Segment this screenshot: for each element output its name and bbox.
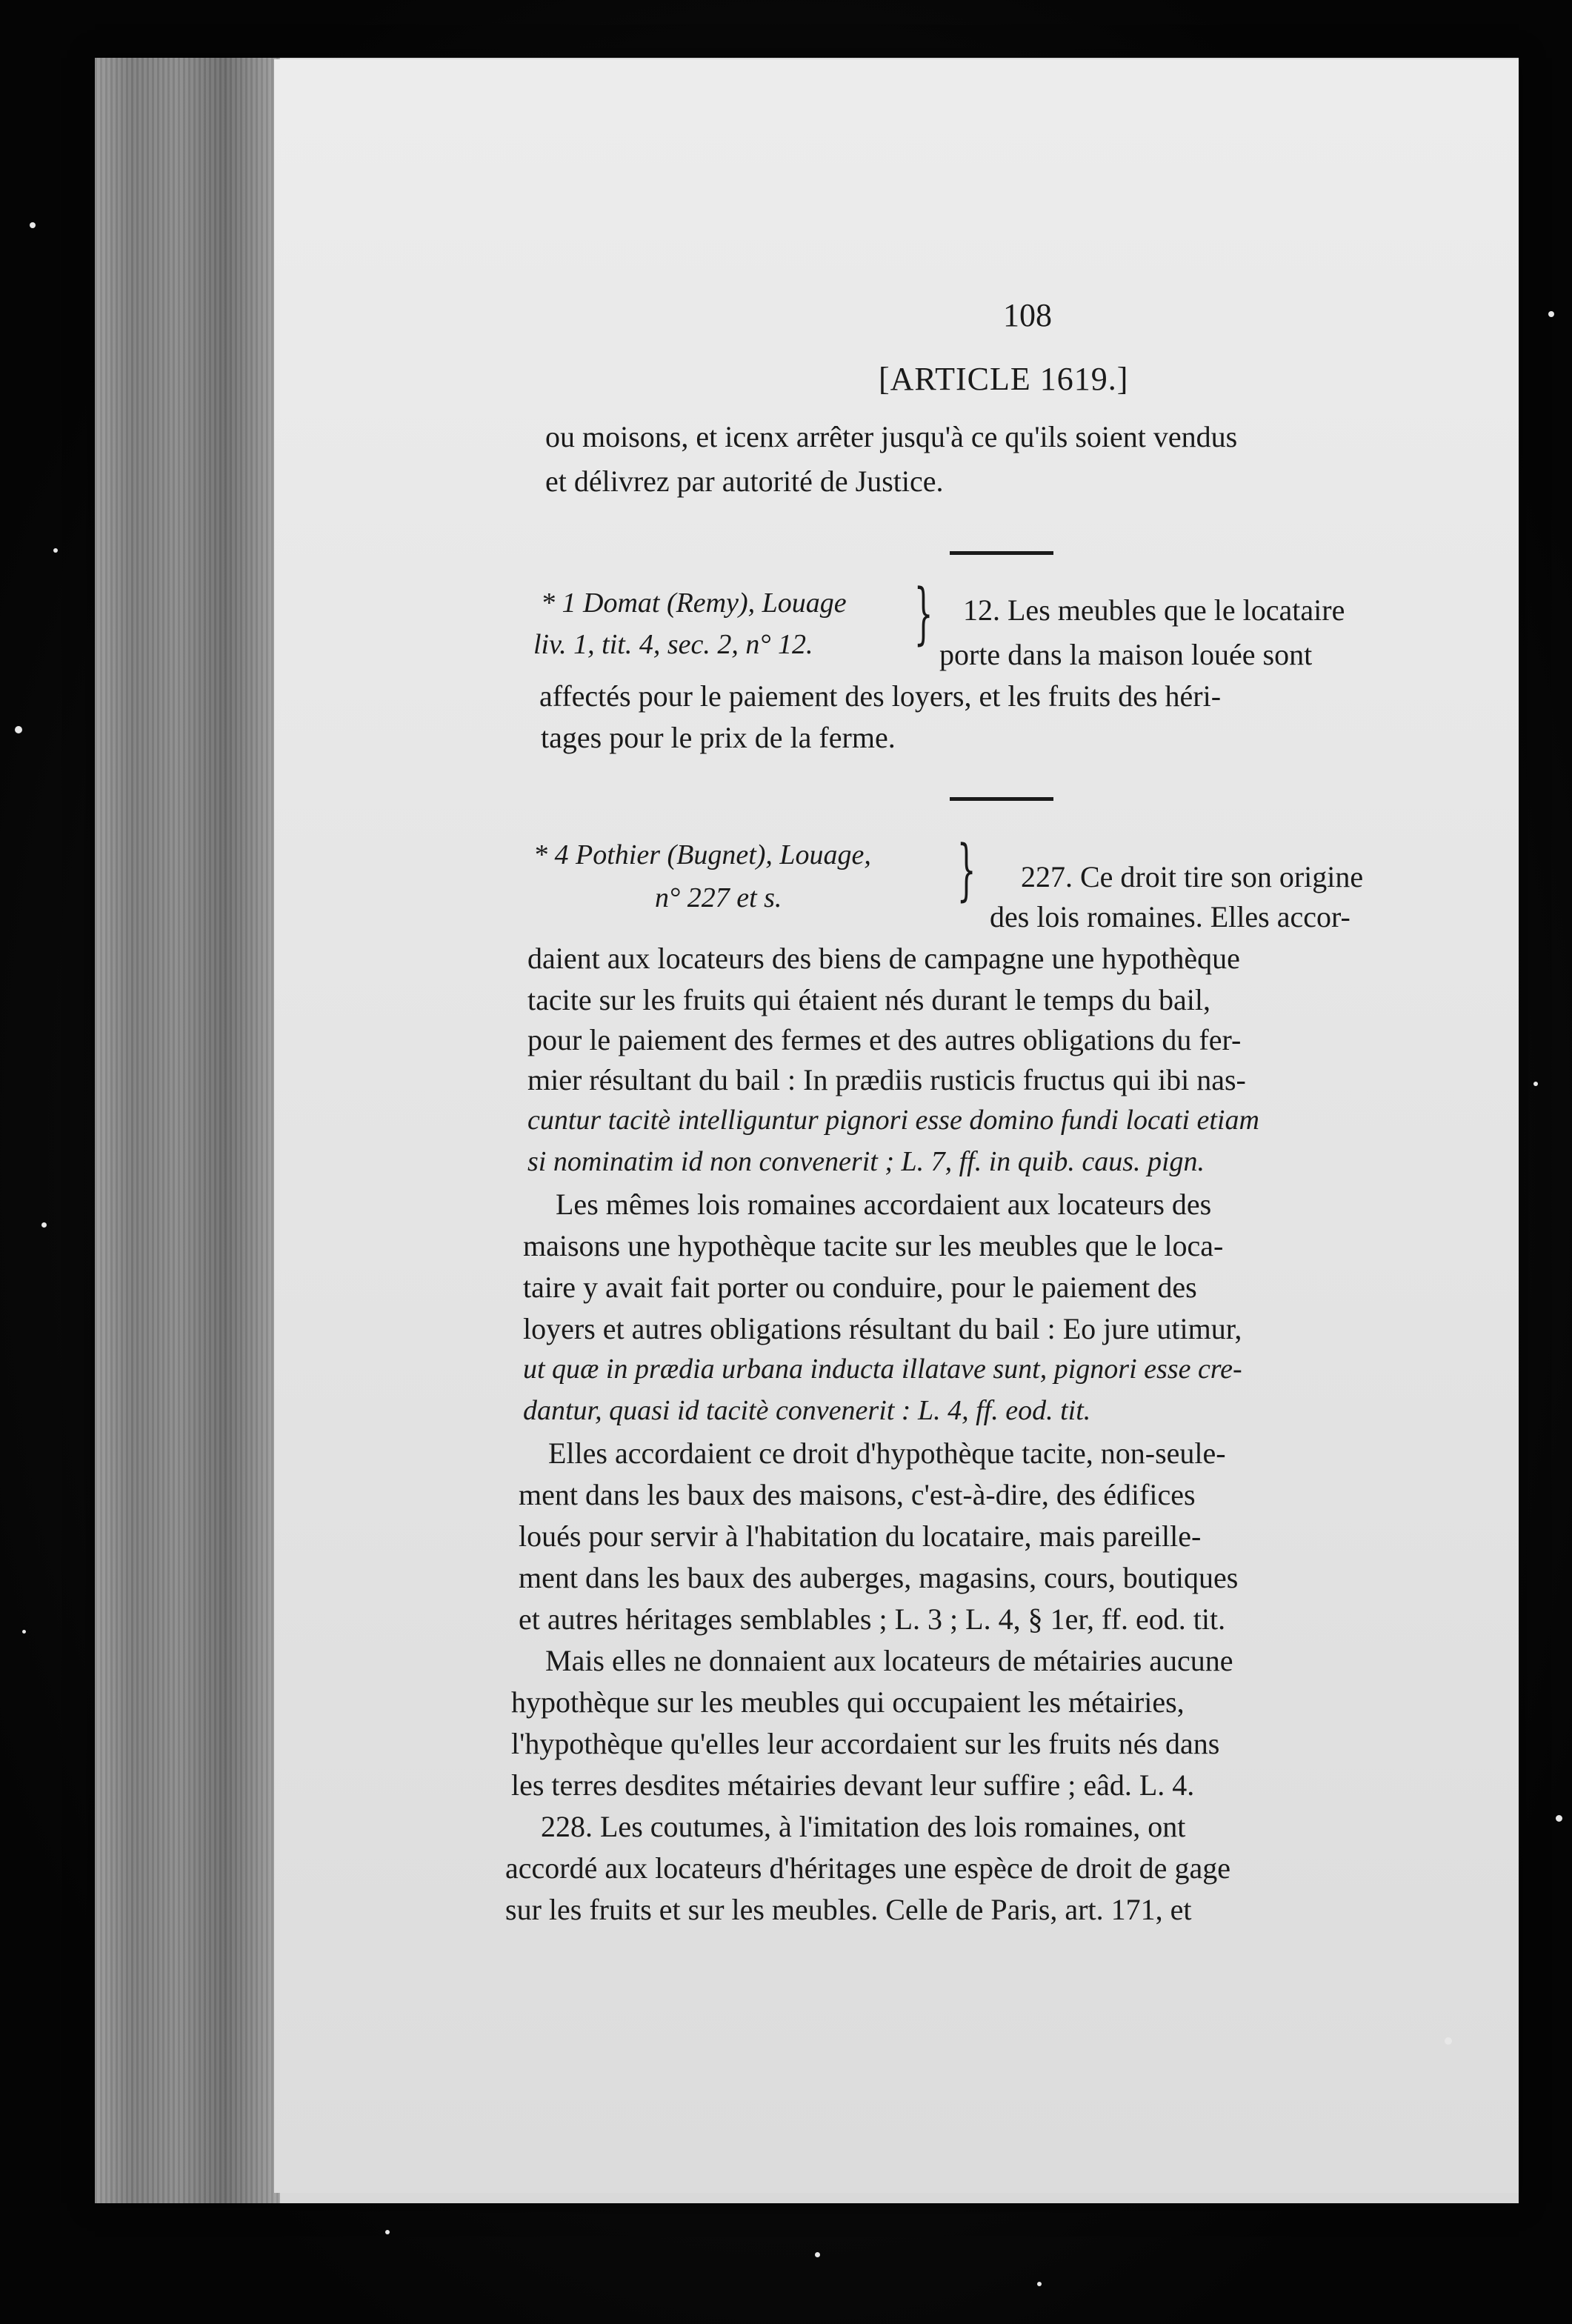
domat-line-1: 12. Les meubles que le locataire [963,593,1345,627]
pothier-line-19: et autres héritages semblables ; L. 3 ; L. 4, § 1er, ff. eod. tit. [519,1602,1226,1636]
domat-brace: } [913,575,933,653]
pothier-line-15: Elles accordaient ce droit d'hypothèque tacite, non-seule- [548,1436,1226,1470]
domat-line-3: affectés pour le paiement des loyers, et les fruits des héri- [539,679,1222,713]
pothier-line-12: loyers et autres obligations résultant du bail : Eo jure utimur, [523,1312,1242,1345]
pothier-line-18: ment dans les baux des auberges, magasins, cours, boutiques [519,1561,1239,1594]
top-line-2: et délivrez par autorité de Justice. [545,465,944,498]
pothier-line-23: les terres desdites métairies devant leur suffire ; eâd. L. 4. [511,1768,1195,1802]
section-rule-2 [950,797,1053,801]
page-number: 108 [1003,297,1052,333]
domat-line-2: porte dans la maison louée sont [939,638,1313,671]
pothier-line-9: Les mêmes lois romaines accordaient aux locateurs des [556,1188,1212,1221]
domat-line-4: tages pour le prix de la ferme. [541,721,896,754]
pothier-brace: } [956,831,976,909]
pothier-line-22: l'hypothèque qu'elles leur accordaient sur les fruits nés dans [511,1727,1220,1760]
domat-ref-line-2: liv. 1, tit. 4, sec. 2, n° 12. [533,629,813,660]
pothier-line-24: 228. Les coutumes, à l'imitation des lois romaines, ont [541,1810,1186,1843]
pothier-line-3: daient aux locateurs des biens de campagne une hypothèque [527,942,1240,975]
pothier-line-20: Mais elles ne donnaient aux locateurs de métairies aucune [545,1644,1233,1677]
pothier-line-17: loués pour servir à l'habitation du locataire, mais pareille- [519,1519,1202,1553]
page-edge-strip [95,58,280,2203]
pothier-line-16: ment dans les baux des maisons, c'est-à-dire, des édifices [519,1478,1196,1511]
pothier-line-25: accordé aux locateurs d'héritages une espèce de droit de gage [505,1851,1230,1885]
section-rule-1 [950,551,1053,555]
domat-ref-text-1: * 1 Domat (Remy), Louage [541,587,847,619]
pothier-ref-line-1: * 4 Pothier (Bugnet), Louage, [533,839,871,870]
pothier-line-7: cuntur tacitè intelliguntur pignori esse domino fundi locati etiam [527,1105,1259,1136]
top-line-1: ou moisons, et icenx arrêter jusqu'à ce qu'ils soient vendus [545,420,1238,453]
pothier-line-26: sur les fruits et sur les meubles. Celle de Paris, art. 171, et [505,1893,1192,1926]
pothier-line-6: mier résultant du bail : In prædiis rusticis fructus qui ibi nas- [527,1063,1246,1096]
pothier-line-10: maisons une hypothèque tacite sur les meubles que le loca- [523,1229,1224,1262]
pothier-line-11: taire y avait fait porter ou conduire, pour le paiement des [523,1271,1197,1304]
pothier-line-14: dantur, quasi id tacitè convenerit : L. 4, ff. eod. tit. [523,1395,1091,1426]
pothier-line-5: pour le paiement des fermes et des autres obligations du fer- [527,1023,1242,1056]
pothier-line-2: des lois romaines. Elles accor- [990,900,1350,933]
pothier-ref-line-2: n° 227 et s. [655,882,782,913]
domat-ref-line-1 [541,587,847,619]
pothier-line-1: 227. Ce droit tire son origine [1021,860,1364,893]
pothier-line-13: ut quæ in prædia urbana inducta illatave sunt, pignori esse cre- [523,1354,1242,1385]
pothier-line-4: tacite sur les fruits qui étaient nés durant le temps du bail, [527,983,1210,1016]
article-heading: [ARTICLE 1619.] [879,361,1129,397]
pothier-line-21: hypothèque sur les meubles qui occupaient les métairies, [511,1685,1185,1719]
pothier-line-8: si nominatim id non convenerit ; L. 7, ff. in quib. caus. pign. [527,1146,1205,1177]
